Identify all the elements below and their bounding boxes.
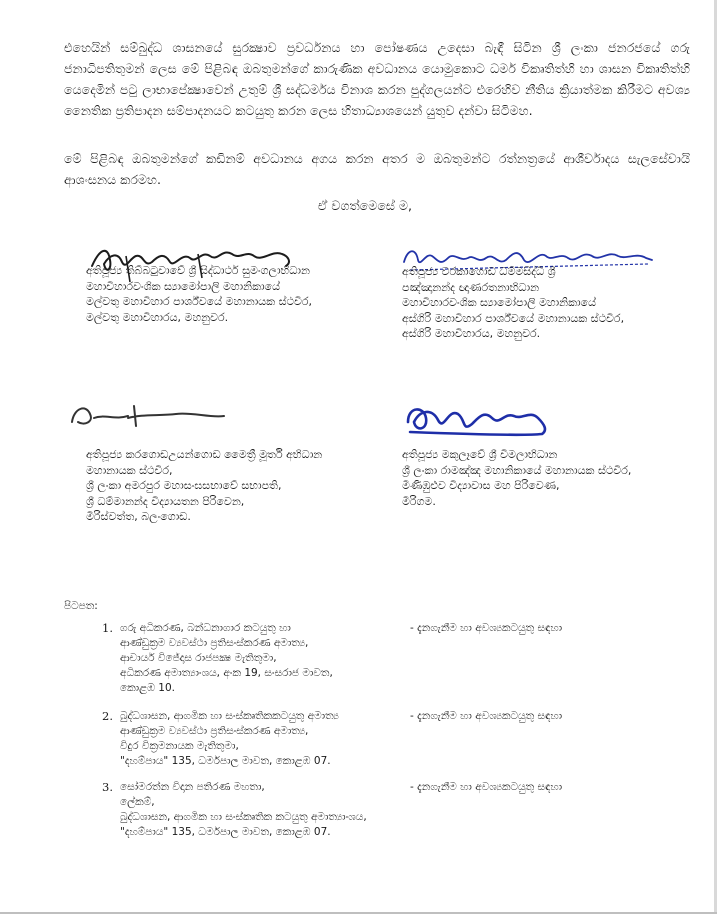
copy-line: විදුර වික්‍රමනායක මැතිතුමා,	[120, 740, 239, 752]
copy-number: 3.	[102, 780, 113, 794]
signature-3-image	[64, 396, 230, 436]
signatory-line: ශ්‍රී ලංකා රාමඤ්ඤ මහානිකායේ මහානායක ස්ථවිර,	[402, 463, 632, 477]
signatory-4	[402, 447, 631, 509]
signatory-line: මල්වතු මහාවිහාර පාර්ශ්වයේ මහානායක ස්ථවිර,	[86, 295, 313, 308]
signatory-line: පඤ්ඤානන්ද ඥාණරතනාභිධාන	[402, 280, 540, 294]
signatory-line: අස්ගිරි මහාවිහාර පාර්ශ්වයේ මහානායක ස්ථවිර,	[402, 311, 625, 325]
copy-line: ආණ්ඩුක්‍රම ව්‍යවස්ථා ප්‍රතිසංස්කරණ අමාත්‍ය,	[120, 725, 309, 737]
copy-note: - දැනගැනීම හා අවශ්‍යකටයුතු සඳහා	[410, 622, 563, 634]
copy-line: කොළඹ 10.	[120, 682, 175, 694]
copy-note: - දැනගැනීම හා අවශ්‍යකටයුතු සඳහා	[410, 781, 563, 793]
signatory-line: මල්වතු මහාවිහාරය, මහනුවර.	[86, 310, 229, 324]
copy-line: අධිකරණ අමාත්‍යාංශය, අංක 19, සංසරාජ මාවත,	[120, 667, 333, 679]
closing-line: ඒ වගත්මෙසේ ම,	[318, 198, 413, 213]
signature-stroke	[72, 406, 224, 426]
copy-line: බුද්ධශාසන, ආගමික හා සංස්කෘතිකකටයුතු අමාත්‍ය	[120, 710, 339, 722]
signatory-2	[402, 264, 624, 342]
signatory-line: අතිපූජ්‍ය වරකාගොඩ ධම්මසිද්ධි ශ්‍රී	[402, 265, 556, 278]
signatory-line: මහාවිහාරවංශික ස්‍යාමෝපාලි මහානිකායේ	[402, 296, 597, 309]
copy-line: "දහම්පාය" 135, ධර්මපාල මාවත, කොළඹ 07.	[120, 826, 331, 838]
signatory-line: මීරිගම.	[402, 494, 436, 508]
signatory-line: මිරිස්වත්ත, බලංගොඩ.	[86, 510, 191, 523]
copy-line: බුද්ධශාසන, ආගමික හා සංස්කෘතික කටයුතු අමාත්‍යාංශය,	[120, 811, 367, 823]
signatory-1	[86, 263, 312, 325]
signature-stroke	[404, 251, 652, 262]
signatory-line: මහාවිහාරවංශික ස්‍යාමෝපාලි මහානිකායේ	[86, 279, 281, 293]
signatory-line: ශ්‍රී ලංකා අමරපුර මහාසංඝසභාවේ සභාපති,	[86, 479, 282, 492]
body-paragraph: මේ පිළිබඳ ඔබතුමන්ගේ කඩිනම් අවධානය අගය කරන අතර ම ඔබතුමන්ට රත්නත්‍රයේ ආශීර්වාදය සැලසේවායි ආශංසනය කරමහ.	[64, 151, 690, 187]
body-paragraph: එහෙයින් සම්බුද්ධ ශාසනයේ සුරක්‍ෂාව ප්‍රවර්ධනය හා පෝෂණය උදෙසා බැඳී සිටින ශ්‍රී ලංකා ජනරජයේ ගරු ජනාධිපතිතුමන් ලෙස මේ පිළිබඳ ඔබතුමන්ගේ කාරුණික අවධානය යොමුකොට ධර්ම විකෘතිත්හි හා ශාසන විකෘතිත්හි යෙදෙමින් පටු ලාභාපේක්‍ෂාවෙන් උතුම් ශ්‍රී සද්ධර්මය විනාශ කරන පුද්ගලයන්ට එරෙහිව නීතිය ක්‍රියාත්මක කිරීමට අවශ්‍ය නෛතික ප්‍රතිපාදන සම්පාදනයට කටයුතු කරන ලෙස හිතාධ්‍යාශයෙන් යුතුව දන්වා සිටිමහ.	[64, 40, 690, 118]
copy-line: සෝමරත්න විදාන පතිරණ මහතා,	[120, 781, 265, 793]
signatory-line: අතිපූජ්‍ය කරගොඩඋයන්ගොඩ මෛත්‍රී මූර්ති අභිධාන	[86, 448, 323, 461]
signatory-line: මීණිඹුළුව විද්‍යාවාස මහ පිරිවෙණ,	[402, 479, 560, 492]
signatory-3	[86, 447, 322, 525]
copy-number: 2.	[102, 709, 113, 723]
copy-note: - දැනගැනීම හා අවශ්‍යකටයුතු සඳහා	[410, 710, 563, 722]
copy-line: ආචාර්ය විජේදාස රාජපක්‍ෂ මැතිතුමා,	[120, 652, 277, 664]
signatory-line: අස්ගිරි මහාවිහාරය, මහනුවර.	[402, 327, 541, 340]
copy-number: 1.	[102, 621, 113, 635]
copy-line: ලේකම්,	[120, 796, 155, 808]
signatory-line: මහානායක ස්ථවිර,	[86, 463, 173, 477]
signatory-line: අතිපූජ්‍ය මකුලෑවේ ශ්‍රී විමලාභිධාන	[402, 448, 558, 461]
signatory-line: අතිපූජ්‍ය තිබ්බටුවාවේ ශ්‍රී සිද්ධාර්ථ සුමංගලාභිධාන	[86, 264, 310, 277]
copy-line: ගරු අධිකරණ, බන්ධනාගාර කටයුතු හා	[120, 622, 291, 634]
signature-stroke	[408, 409, 545, 434]
copy-line: ආණ්ඩුක්‍රම ව්‍යවස්ථා ප්‍රතිසංස්කරණ අමාත්‍ය,	[120, 637, 309, 649]
copies-heading: පිටපත:	[64, 600, 98, 612]
signatory-line: ශ්‍රී ධම්මානන්ද විද්‍යායතන පිරිවෙන,	[86, 494, 245, 508]
copy-line: "දහම්පාය" 135, ධර්මපාල මාවත, කොළඹ 07.	[120, 755, 331, 767]
signature-4-image	[402, 400, 552, 440]
